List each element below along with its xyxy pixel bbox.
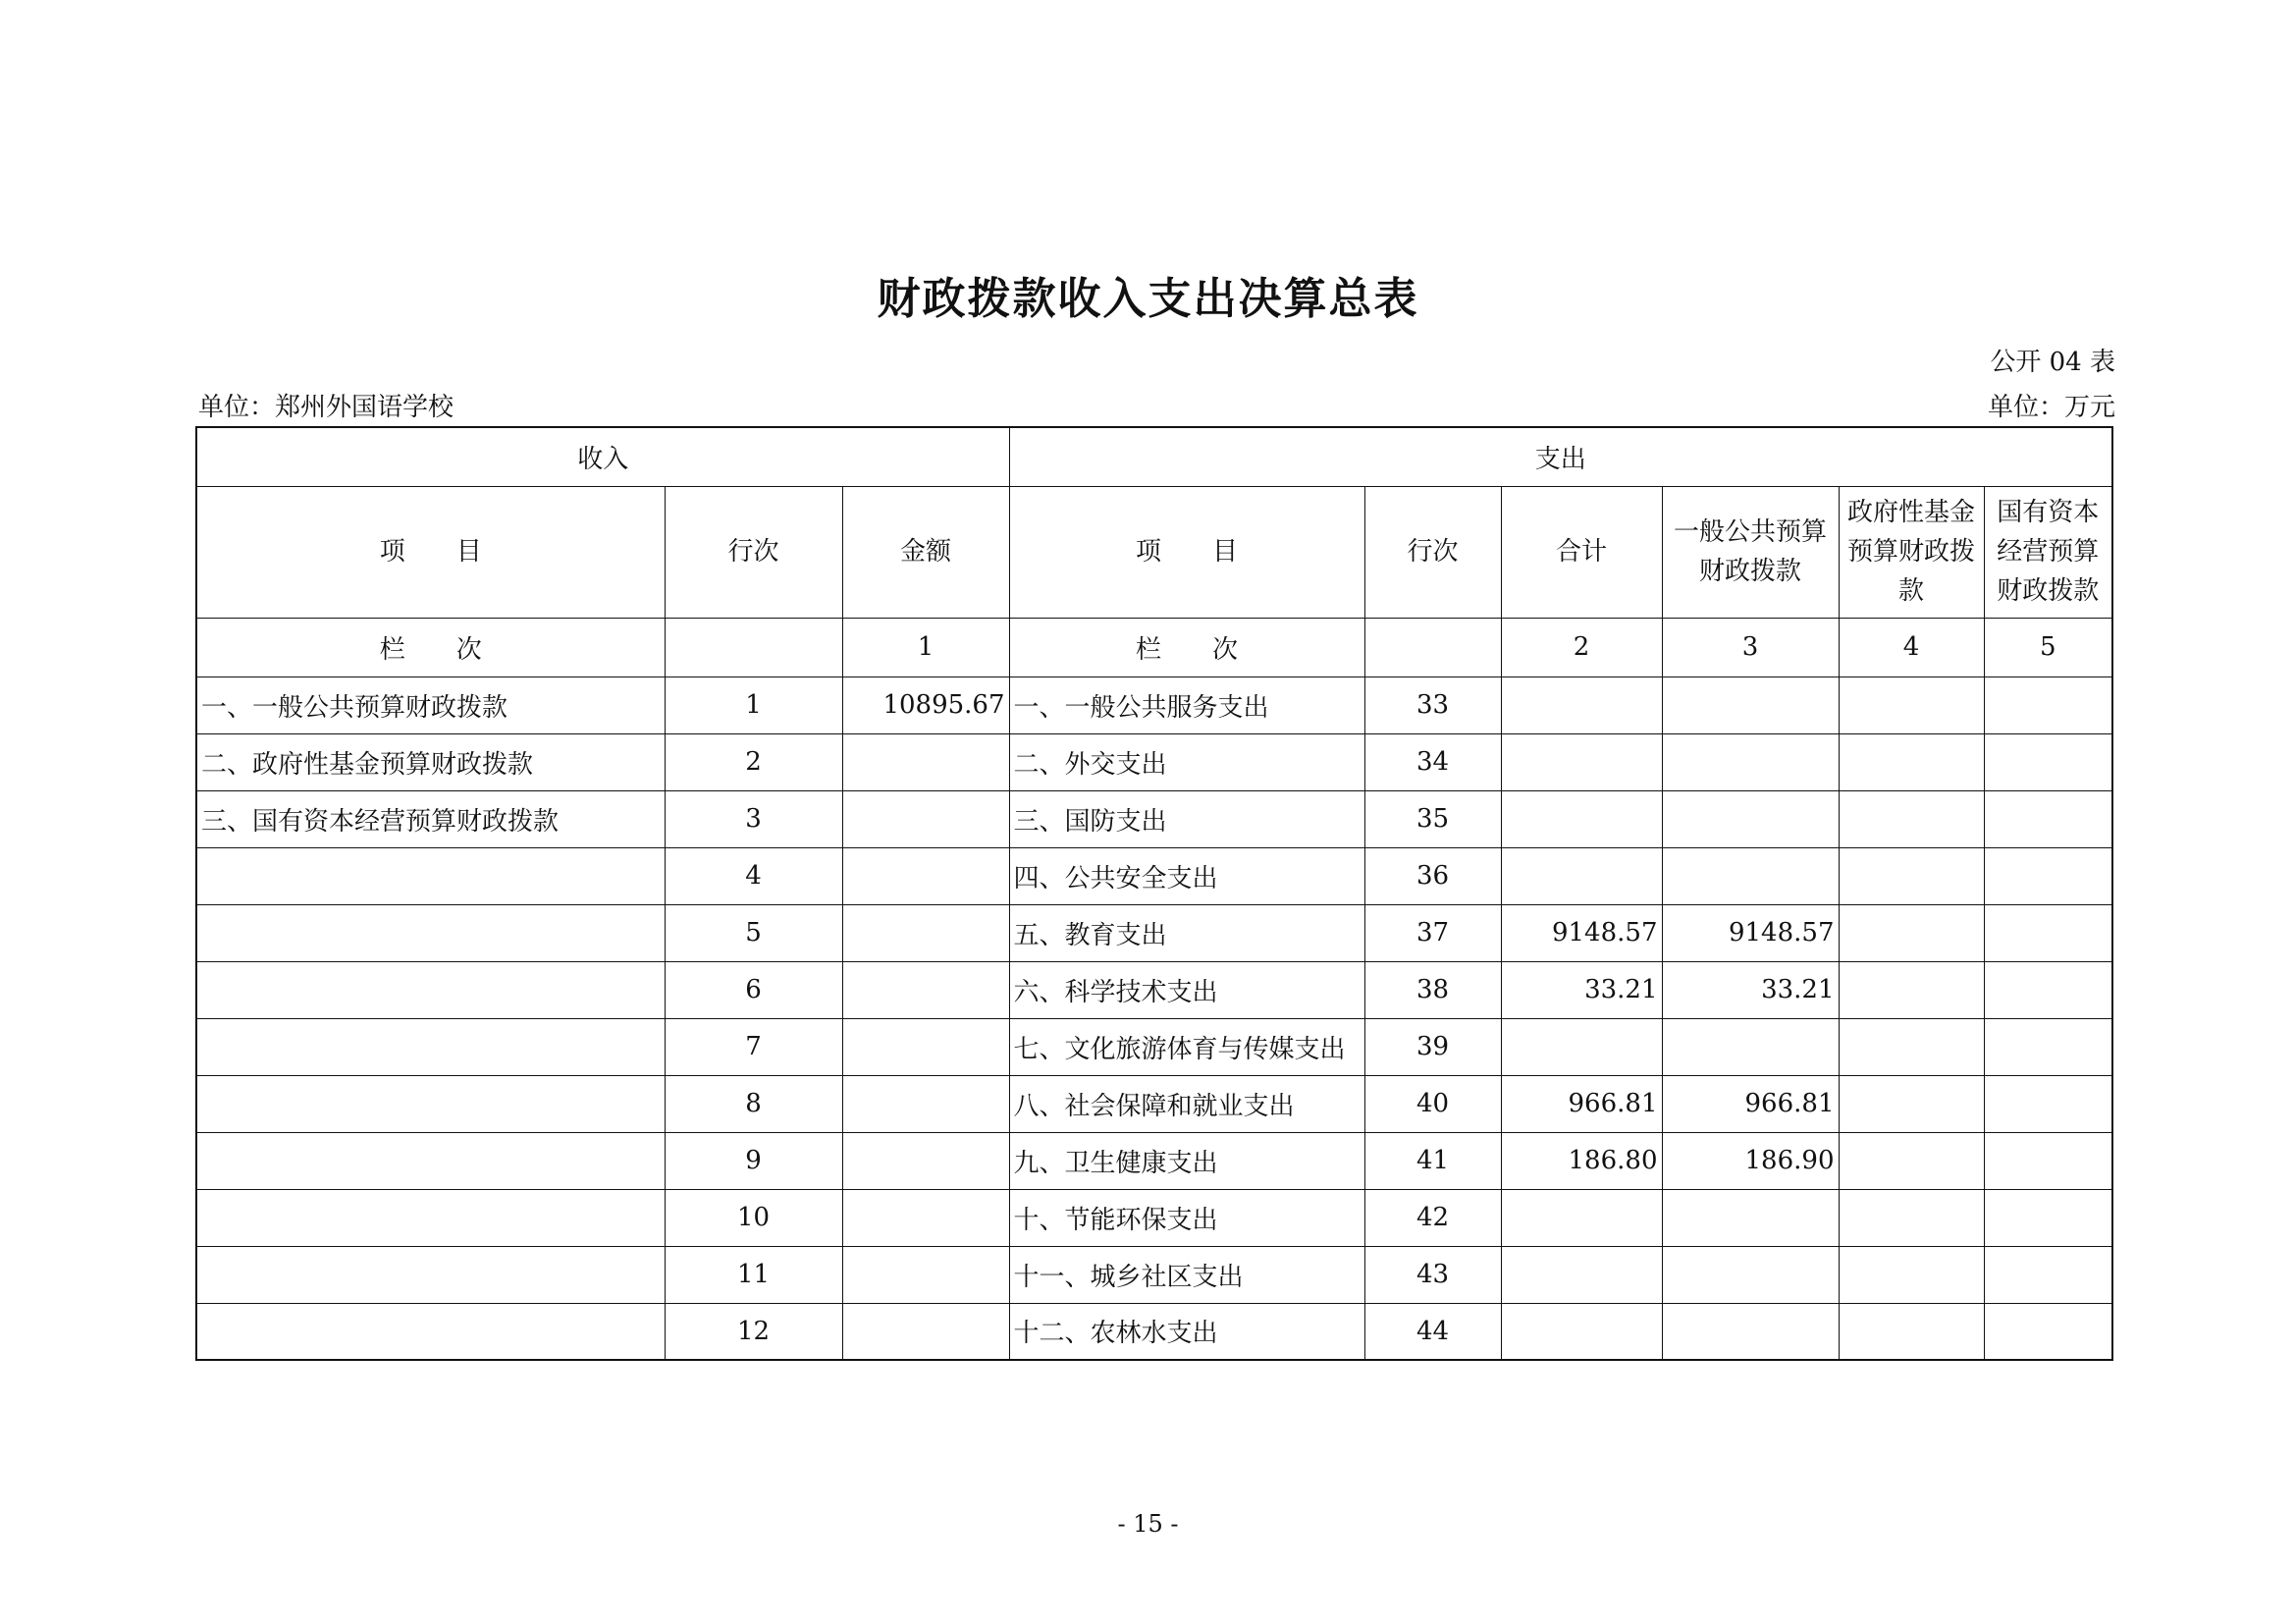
header-row-columns	[196, 486, 2112, 618]
table-row	[196, 733, 2112, 790]
table-row	[196, 677, 2112, 733]
total-cell: 186.80	[1501, 1132, 1662, 1189]
col-number-3: 3	[1662, 618, 1839, 677]
income-row-no-cell: 1	[665, 677, 842, 733]
income-amount-cell: 10895.67	[842, 677, 1009, 733]
header-row-column-numbers	[196, 618, 2112, 677]
income-item-cell: 三、国有资本经营预算财政拨款	[196, 790, 665, 847]
general-budget-cell: 33.21	[1662, 961, 1839, 1018]
state-capital-cell	[1984, 1189, 2112, 1246]
header-row-sections	[196, 427, 2112, 486]
income-amount-cell	[842, 1189, 1009, 1246]
gov-fund-cell	[1839, 1303, 1984, 1360]
col-label-income: 栏 次	[196, 618, 665, 677]
expense-row-no-cell: 41	[1364, 1132, 1501, 1189]
state-capital-cell	[1984, 733, 2112, 790]
income-amount-cell	[842, 1075, 1009, 1132]
state-capital-cell	[1984, 904, 2112, 961]
expense-row-no-header: 行次	[1364, 486, 1501, 618]
table-row	[196, 847, 2112, 904]
gov-fund-cell	[1839, 733, 1984, 790]
expense-item-cell: 四、公共安全支出	[1009, 847, 1364, 904]
income-row-no-cell: 11	[665, 1246, 842, 1303]
general-budget-cell	[1662, 1018, 1839, 1075]
income-item-cell	[196, 1018, 665, 1075]
expense-header: 支出	[1009, 427, 2112, 486]
income-item-cell	[196, 1246, 665, 1303]
table-row	[196, 1132, 2112, 1189]
total-cell	[1501, 790, 1662, 847]
income-item-cell	[196, 1132, 665, 1189]
income-item-cell	[196, 1189, 665, 1246]
total-cell	[1501, 1246, 1662, 1303]
expense-row-no-cell: 35	[1364, 790, 1501, 847]
expense-item-cell: 十、节能环保支出	[1009, 1189, 1364, 1246]
expense-row-no-cell: 33	[1364, 677, 1501, 733]
income-amount-cell	[842, 790, 1009, 847]
general-budget-cell	[1662, 790, 1839, 847]
expense-row-no-cell: 40	[1364, 1075, 1501, 1132]
expense-item-cell: 六、科学技术支出	[1009, 961, 1364, 1018]
state-capital-cell	[1984, 1303, 2112, 1360]
expense-row-no-cell: 36	[1364, 847, 1501, 904]
general-budget-cell	[1662, 847, 1839, 904]
general-budget-cell: 966.81	[1662, 1075, 1839, 1132]
gov-fund-cell	[1839, 1246, 1984, 1303]
general-budget-header: 一般公共预算财政拨款	[1662, 486, 1839, 618]
total-cell: 966.81	[1501, 1075, 1662, 1132]
general-budget-cell	[1662, 733, 1839, 790]
page-title: 财政拨款收入支出决算总表	[877, 274, 1419, 324]
income-item-cell	[196, 904, 665, 961]
income-row-no-cell: 10	[665, 1189, 842, 1246]
expense-item-cell: 十二、农林水支出	[1009, 1303, 1364, 1360]
income-header: 收入	[196, 427, 1009, 486]
expense-row-no-cell: 43	[1364, 1246, 1501, 1303]
col-number-5: 5	[1984, 618, 2112, 677]
expense-row-no-cell: 42	[1364, 1189, 1501, 1246]
state-capital-cell	[1984, 677, 2112, 733]
state-capital-cell	[1984, 790, 2112, 847]
table-row	[196, 1018, 2112, 1075]
income-item-cell	[196, 961, 665, 1018]
state-capital-cell	[1984, 1132, 2112, 1189]
income-amount-cell	[842, 904, 1009, 961]
budget-table	[195, 426, 2113, 1361]
expense-item-cell: 八、社会保障和就业支出	[1009, 1075, 1364, 1132]
expense-row-no-cell: 44	[1364, 1303, 1501, 1360]
table-row	[196, 1246, 2112, 1303]
table-row	[196, 904, 2112, 961]
table-row	[196, 1189, 2112, 1246]
income-row-no-cell: 3	[665, 790, 842, 847]
total-cell	[1501, 1303, 1662, 1360]
total-cell	[1501, 1018, 1662, 1075]
income-item-header: 项 目	[196, 486, 665, 618]
gov-fund-cell	[1839, 961, 1984, 1018]
income-item-cell	[196, 1075, 665, 1132]
state-capital-cell	[1984, 1075, 2112, 1132]
unit-currency: 单位：万元	[1987, 393, 2115, 422]
total-cell	[1501, 1189, 1662, 1246]
expense-item-cell: 七、文化旅游体育与传媒支出	[1009, 1018, 1364, 1075]
income-amount-header: 金额	[842, 486, 1009, 618]
income-row-no-header: 行次	[665, 486, 842, 618]
income-item-cell	[196, 847, 665, 904]
total-header: 合计	[1501, 486, 1662, 618]
gov-fund-cell	[1839, 904, 1984, 961]
expense-item-cell: 五、教育支出	[1009, 904, 1364, 961]
col-number-blank	[665, 618, 842, 677]
income-row-no-cell: 8	[665, 1075, 842, 1132]
expense-item-cell: 一、一般公共服务支出	[1009, 677, 1364, 733]
income-amount-cell	[842, 1018, 1009, 1075]
income-amount-cell	[842, 1132, 1009, 1189]
col-number-1: 1	[842, 618, 1009, 677]
general-budget-cell: 9148.57	[1662, 904, 1839, 961]
general-budget-cell	[1662, 1246, 1839, 1303]
income-row-no-cell: 12	[665, 1303, 842, 1360]
expense-row-no-cell: 39	[1364, 1018, 1501, 1075]
general-budget-cell: 186.90	[1662, 1132, 1839, 1189]
table-row	[196, 790, 2112, 847]
unit-organization: 单位：郑州外国语学校	[198, 393, 454, 422]
gov-fund-cell	[1839, 1018, 1984, 1075]
total-cell: 9148.57	[1501, 904, 1662, 961]
expense-item-cell: 十一、城乡社区支出	[1009, 1246, 1364, 1303]
table-row	[196, 1303, 2112, 1360]
income-row-no-cell: 5	[665, 904, 842, 961]
general-budget-cell	[1662, 677, 1839, 733]
gov-fund-cell	[1839, 1075, 1984, 1132]
income-row-no-cell: 6	[665, 961, 842, 1018]
form-number: 公开 04 表	[1990, 348, 2115, 377]
income-row-no-cell: 9	[665, 1132, 842, 1189]
state-capital-header: 国有资本经营预算财政拨款	[1984, 486, 2112, 618]
income-row-no-cell: 7	[665, 1018, 842, 1075]
gov-fund-cell	[1839, 1189, 1984, 1246]
col-number-blank-2	[1364, 618, 1501, 677]
income-item-cell	[196, 1303, 665, 1360]
income-amount-cell	[842, 847, 1009, 904]
gov-fund-cell	[1839, 847, 1984, 904]
general-budget-cell	[1662, 1189, 1839, 1246]
col-number-2: 2	[1501, 618, 1662, 677]
table-row	[196, 1075, 2112, 1132]
income-amount-cell	[842, 1303, 1009, 1360]
col-label-expense: 栏 次	[1009, 618, 1364, 677]
total-cell	[1501, 847, 1662, 904]
income-item-cell: 一、一般公共预算财政拨款	[196, 677, 665, 733]
total-cell	[1501, 677, 1662, 733]
col-number-4: 4	[1839, 618, 1984, 677]
expense-row-no-cell: 37	[1364, 904, 1501, 961]
income-amount-cell	[842, 961, 1009, 1018]
income-amount-cell	[842, 1246, 1009, 1303]
expense-item-header: 项 目	[1009, 486, 1364, 618]
gov-fund-cell	[1839, 677, 1984, 733]
state-capital-cell	[1984, 1018, 2112, 1075]
expense-item-cell: 二、外交支出	[1009, 733, 1364, 790]
expense-row-no-cell: 38	[1364, 961, 1501, 1018]
expense-item-cell: 三、国防支出	[1009, 790, 1364, 847]
total-cell	[1501, 733, 1662, 790]
income-amount-cell	[842, 733, 1009, 790]
income-row-no-cell: 2	[665, 733, 842, 790]
state-capital-cell	[1984, 961, 2112, 1018]
expense-item-cell: 九、卫生健康支出	[1009, 1132, 1364, 1189]
expense-row-no-cell: 34	[1364, 733, 1501, 790]
state-capital-cell	[1984, 847, 2112, 904]
gov-fund-cell	[1839, 790, 1984, 847]
income-item-cell: 二、政府性基金预算财政拨款	[196, 733, 665, 790]
page-number: - 15 -	[1117, 1510, 1179, 1538]
general-budget-cell	[1662, 1303, 1839, 1360]
table-row	[196, 961, 2112, 1018]
gov-fund-cell	[1839, 1132, 1984, 1189]
state-capital-cell	[1984, 1246, 2112, 1303]
gov-fund-header: 政府性基金预算财政拨款	[1839, 486, 1984, 618]
total-cell: 33.21	[1501, 961, 1662, 1018]
income-row-no-cell: 4	[665, 847, 842, 904]
